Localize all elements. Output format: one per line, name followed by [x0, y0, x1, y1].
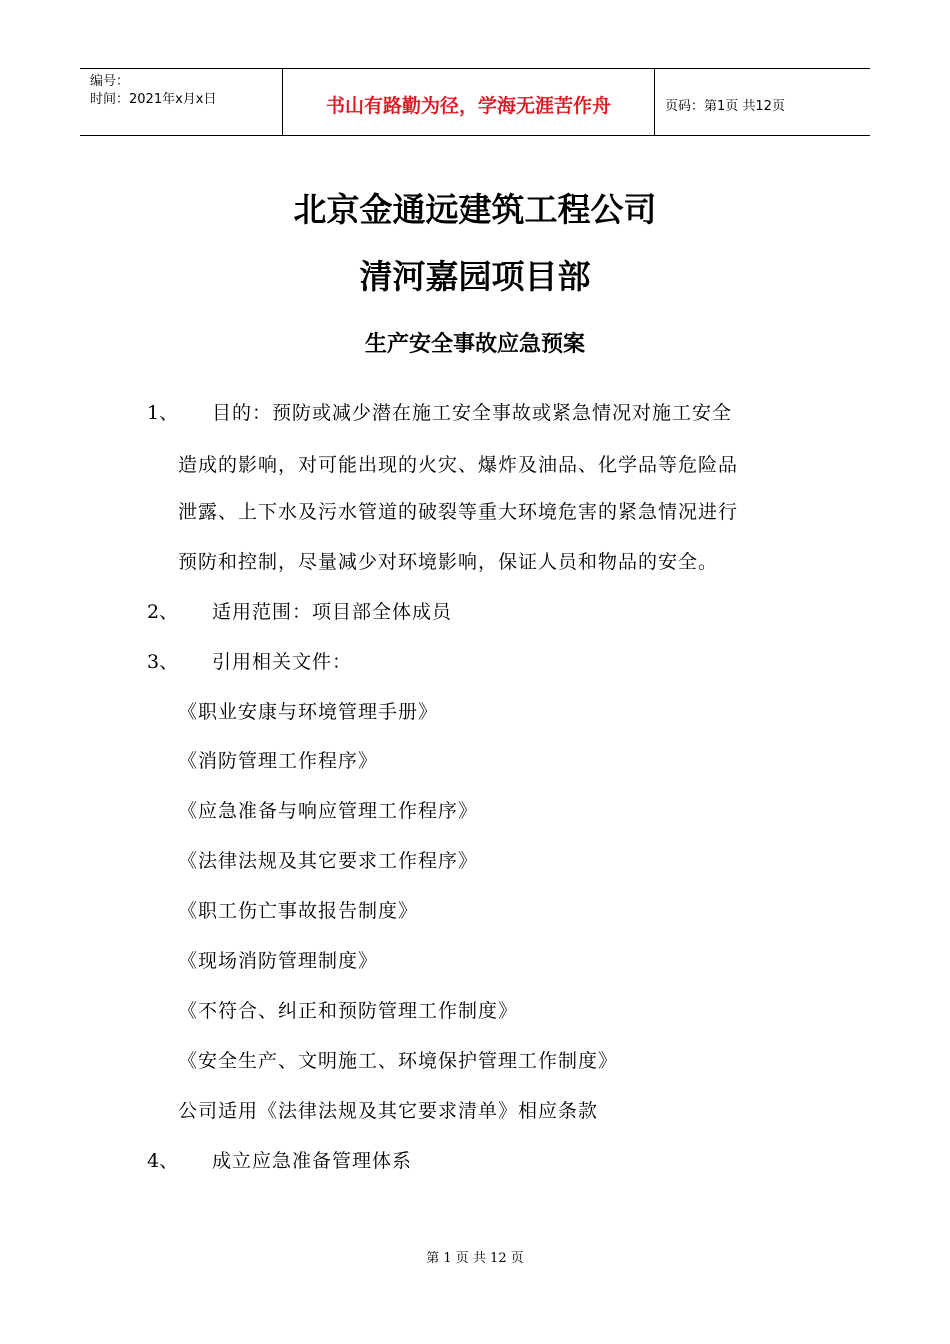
document-title: 生产安全事故应急预案	[364, 332, 585, 357]
section-3-line: 引用相关文件：	[212, 651, 353, 673]
header-page-info: 页码：第1页 共12页	[665, 98, 785, 114]
header-motto: 书山有路勤为径，学海无涯苦作舟	[282, 69, 655, 135]
reference-item: 《职工伤亡事故报告制度》	[178, 900, 419, 922]
section-3-number: 3、	[147, 651, 179, 673]
reference-item: 《安全生产、文明施工、环境保护管理工作制度》	[178, 1050, 619, 1072]
header-meta	[80, 69, 282, 135]
reference-item: 公司适用《法律法规及其它要求清单》相应条款	[178, 1100, 599, 1122]
section-1-number: 1、	[147, 402, 179, 424]
section-4-line: 成立应急准备管理体系	[212, 1150, 413, 1172]
section-1-line: 目的：预防或减少潜在施工安全事故或紧急情况对施工安全	[212, 402, 733, 424]
reference-item: 《法律法规及其它要求工作程序》	[178, 850, 479, 872]
section-1-line: 泄露、上下水及污水管道的破裂等重大环境危害的紧急情况进行	[178, 501, 739, 523]
header-table	[80, 68, 870, 136]
reference-item: 《应急准备与响应管理工作程序》	[178, 800, 479, 822]
reference-item: 《消防管理工作程序》	[178, 750, 379, 772]
department-title: 清河嘉园项目部	[359, 257, 591, 296]
reference-item: 《现场消防管理制度》	[178, 950, 379, 972]
time-label: 时间：2021年x月x日	[90, 92, 217, 107]
section-2-number: 2、	[147, 601, 179, 623]
reference-item: 《不符合、纠正和预防管理工作制度》	[178, 1000, 519, 1022]
reference-item: 《职业安康与环境管理手册》	[178, 701, 439, 723]
number-label: 编号：	[90, 74, 130, 89]
section-1-line: 造成的影响，对可能出现的火灾、爆炸及油品、化学品等危险品	[178, 454, 739, 476]
section-1-line: 预防和控制，尽量减少对环境影响，保证人员和物品的安全。	[178, 551, 719, 573]
section-4-number: 4、	[147, 1150, 179, 1172]
section-2-line: 适用范围：项目部全体成员	[212, 601, 453, 623]
company-title: 北京金通远建筑工程公司	[293, 190, 657, 229]
page-footer: 第 1 页 共 12 页	[426, 1251, 524, 1266]
